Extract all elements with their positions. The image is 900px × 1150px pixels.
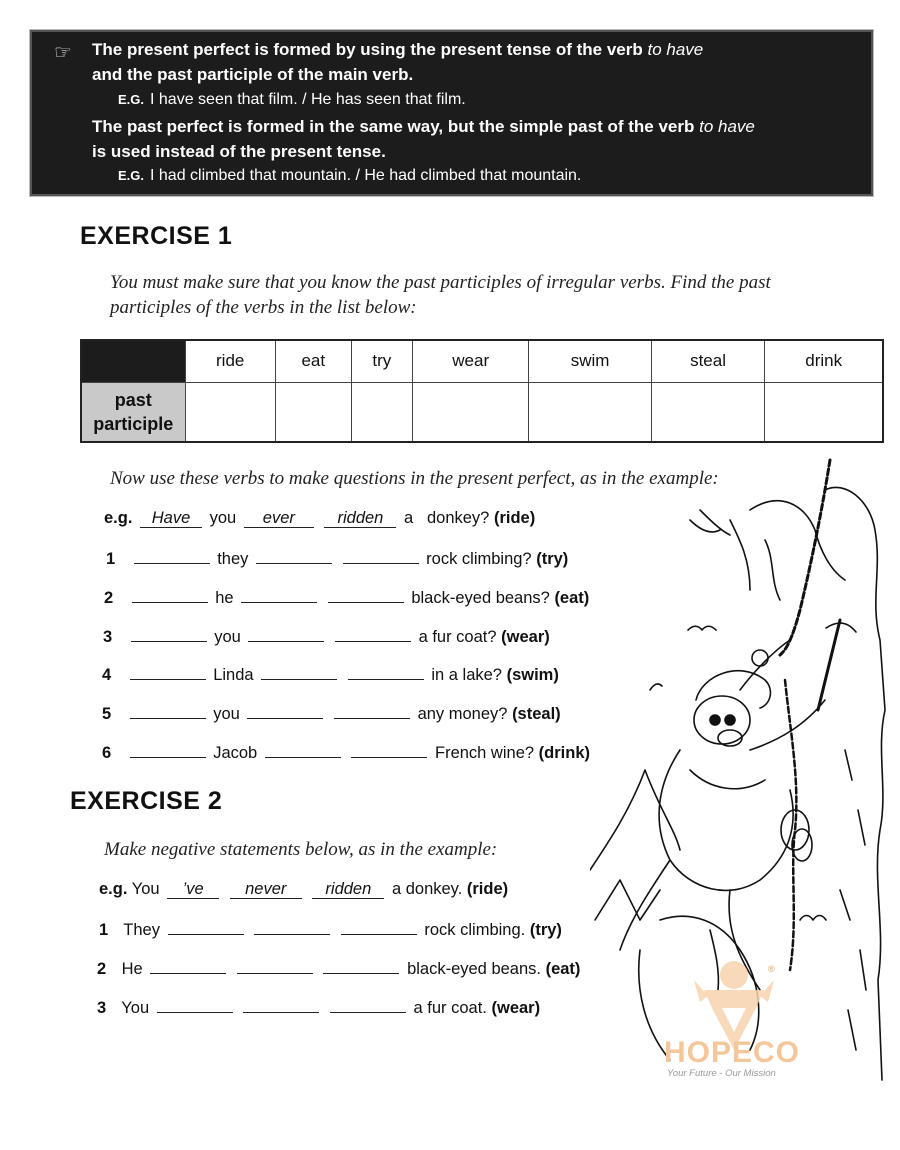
rule-line-1 <box>92 40 703 60</box>
verb-hint: (eat) <box>554 589 590 607</box>
verb-hint: (swim) <box>506 666 559 684</box>
registered-mark: ® <box>768 964 775 974</box>
answer-blank[interactable] <box>265 742 341 758</box>
question-number: 3 <box>103 628 113 646</box>
exercise-2-instruction: Make negative statements below, as in the example: <box>104 839 498 860</box>
answer-blank[interactable] <box>131 626 207 642</box>
question-text: French wine? <box>435 744 535 762</box>
question-number: 5 <box>102 705 112 723</box>
answer-blank[interactable] <box>348 664 424 680</box>
question-item <box>106 548 568 569</box>
answer-blank[interactable] <box>323 958 399 974</box>
verb-cell: try <box>351 340 412 382</box>
verb-hint: (try) <box>536 550 569 568</box>
answer-cell[interactable] <box>651 382 765 442</box>
rule-example-1 <box>118 91 466 109</box>
answer-cell[interactable] <box>351 382 412 442</box>
answer-blank[interactable] <box>261 664 337 680</box>
example-word: a <box>404 509 414 527</box>
answer-blank[interactable] <box>243 997 319 1013</box>
grammar-rule-box <box>30 30 873 196</box>
verb-cell: steal <box>651 340 765 382</box>
question-subject: Linda <box>213 666 254 684</box>
answer-blank[interactable] <box>130 664 206 680</box>
verb-hint: (steal) <box>512 705 561 723</box>
statement-subject: You <box>121 999 150 1017</box>
answer-blank[interactable] <box>130 703 206 719</box>
statement-item <box>99 919 562 940</box>
eg-text: I have seen that film. / He has seen that film. <box>150 91 466 108</box>
statement-subject: He <box>121 960 143 978</box>
exercise-1-instruction-2: Now use these verbs to make questions in the present perfect, as in the example: <box>110 468 719 489</box>
verb-cell: drink <box>765 340 883 382</box>
statement-text: black-eyed beans. <box>407 960 541 978</box>
answer-blank[interactable] <box>330 997 406 1013</box>
statement-number: 3 <box>97 999 107 1017</box>
rule-line-2: and the past participle of the main verb. <box>92 65 414 84</box>
exercise-2-example <box>99 880 508 899</box>
answer-blank[interactable] <box>254 919 330 935</box>
statement-item <box>97 958 580 979</box>
question-text: in a lake? <box>431 666 502 684</box>
table-header-row <box>81 340 883 382</box>
question-number: 2 <box>104 589 114 607</box>
answer-cell[interactable] <box>529 382 651 442</box>
answer-blank[interactable] <box>241 587 317 603</box>
answer-blank[interactable] <box>248 626 324 642</box>
example-word: you <box>209 509 237 527</box>
eg-label: E.G. <box>118 168 145 183</box>
rule-line-4: is used instead of the present tense. <box>92 142 386 161</box>
question-item <box>102 742 590 763</box>
question-text: a fur coat? <box>418 628 497 646</box>
question-item <box>102 703 561 724</box>
question-number: 4 <box>102 666 112 684</box>
verb-cell: ride <box>185 340 275 382</box>
verb-hint: (eat) <box>545 960 581 978</box>
rule-example-2 <box>118 167 581 185</box>
example-answer: ever <box>244 510 314 528</box>
question-item <box>103 626 550 647</box>
exercise-2-title: EXERCISE 2 <box>70 787 223 815</box>
pointing-hand-icon: ☞ <box>54 42 72 64</box>
statement-number: 1 <box>99 921 109 939</box>
verb-cell: swim <box>529 340 651 382</box>
eg-text: I had climbed that mountain. / He had climbed that mountain. <box>150 167 582 184</box>
logo-name: HOPECO <box>664 1036 801 1069</box>
eg-label: e.g. <box>99 880 128 898</box>
logo-tagline: Your Future - Our Mission <box>667 1068 776 1079</box>
question-subject: they <box>217 550 249 568</box>
example-answer: ’ve <box>167 881 219 899</box>
verb-cell: wear <box>412 340 529 382</box>
verb-hint: (wear) <box>491 999 541 1017</box>
answer-cell[interactable] <box>412 382 529 442</box>
exercise-1-example <box>104 509 535 528</box>
question-item <box>102 664 559 685</box>
statement-text: a fur coat. <box>413 999 487 1017</box>
rule-line-3 <box>92 117 755 137</box>
rule-text: The present perfect is formed by using the present tense of the verb <box>92 40 643 59</box>
example-answer: Have <box>140 510 202 528</box>
answer-blank[interactable] <box>237 958 313 974</box>
statement-text: rock climbing. <box>424 921 526 939</box>
answer-blank[interactable] <box>256 548 332 564</box>
row-label-line: past <box>114 389 152 410</box>
question-text: black-eyed beans? <box>411 589 550 607</box>
answer-cell[interactable] <box>765 382 883 442</box>
answer-blank[interactable] <box>351 742 427 758</box>
answer-blank[interactable] <box>130 742 206 758</box>
instruction-line: participles of the verbs in the list below: <box>110 297 417 318</box>
answer-blank[interactable] <box>247 703 323 719</box>
example-word: You <box>131 880 160 898</box>
answer-blank[interactable] <box>328 587 404 603</box>
answer-blank[interactable] <box>334 703 410 719</box>
question-subject: you <box>214 628 241 646</box>
example-answer: ridden <box>324 510 396 528</box>
question-item <box>104 587 589 608</box>
answer-blank[interactable] <box>335 626 411 642</box>
answer-blank[interactable] <box>150 958 226 974</box>
statement-number: 2 <box>97 960 107 978</box>
table-answer-row <box>81 382 883 442</box>
answer-blank[interactable] <box>134 548 210 564</box>
answer-blank[interactable] <box>132 587 208 603</box>
eg-label: E.G. <box>118 92 145 107</box>
verb-hint: (drink) <box>538 744 590 762</box>
answer-cell[interactable] <box>275 382 351 442</box>
instruction-line: You must make sure that you know the past participles of irregular verbs. Find the past <box>110 272 771 293</box>
question-subject: he <box>215 589 234 607</box>
example-word: donkey? <box>426 509 490 527</box>
row-label <box>81 382 185 442</box>
question-number: 6 <box>102 744 112 762</box>
question-text: rock climbing? <box>426 550 532 568</box>
row-label-line: participle <box>93 413 174 434</box>
exercise-1-instruction <box>110 270 771 320</box>
answer-blank[interactable] <box>157 997 233 1013</box>
example-answer: never <box>230 881 302 899</box>
statement-subject: They <box>123 921 160 939</box>
verb-hint: (ride) <box>466 880 509 898</box>
answer-blank[interactable] <box>343 548 419 564</box>
question-text: any money? <box>417 705 508 723</box>
answer-cell[interactable] <box>185 382 275 442</box>
verb-cell: eat <box>275 340 351 382</box>
question-subject: Jacob <box>213 744 258 762</box>
answer-blank[interactable] <box>168 919 244 935</box>
rule-italic: to have <box>699 117 755 136</box>
verb-hint: (wear) <box>501 628 550 646</box>
exercise-1-title: EXERCISE 1 <box>80 222 233 250</box>
table-corner <box>81 340 185 382</box>
verb-hint: (ride) <box>493 509 536 527</box>
answer-blank[interactable] <box>341 919 417 935</box>
question-subject: you <box>213 705 240 723</box>
statement-item <box>97 997 540 1018</box>
rule-italic: to have <box>647 40 704 59</box>
question-number: 1 <box>106 550 116 568</box>
example-answer: ridden <box>312 881 384 899</box>
verb-hint: (try) <box>529 921 562 939</box>
past-participle-table <box>80 339 884 443</box>
rule-text: The past perfect is formed in the same way, but the simple past of the verb <box>92 117 695 136</box>
example-word: a donkey. <box>391 880 463 898</box>
eg-label: e.g. <box>104 509 133 527</box>
